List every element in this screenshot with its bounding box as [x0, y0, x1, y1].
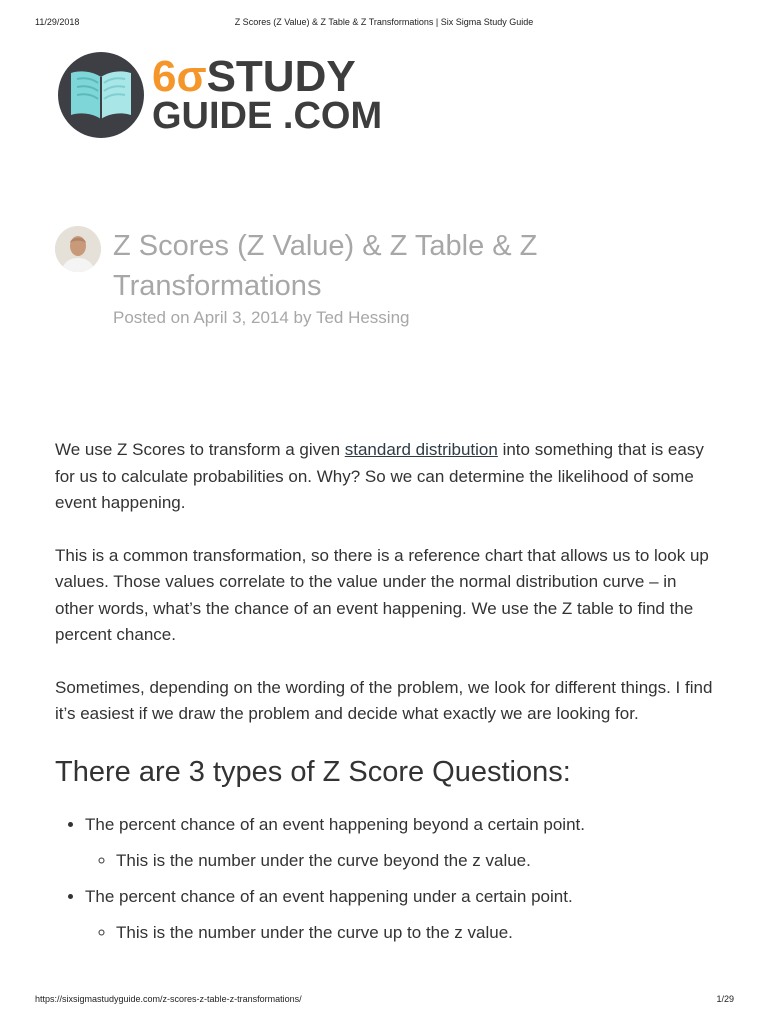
post-meta [113, 308, 410, 328]
question-types-list [55, 812, 715, 946]
print-date: 11/29/2018 [35, 17, 80, 27]
post-title: Z Scores (Z Value) & Z Table & Z Transformations [113, 230, 538, 302]
posted-prefix: Posted on [113, 308, 190, 327]
print-footer [0, 994, 768, 1008]
list-item: • The percent chance of an event happening under a certain point. ◦ This is the number under the curve up to the z value. [85, 884, 715, 946]
logo-wordmark-bottom: GUIDE .COM [152, 95, 383, 137]
book-logo-icon [56, 51, 146, 139]
paragraph-3: Sometimes, depending on the wording of the problem, we look for different things. I find it’s easiest if we draw the problem and decide what exactly we are looking for. [55, 677, 713, 723]
paragraph-2: This is a common transformation, so there is a reference chart that allows us to look up values. Those values correlate to the value under the normal distribution curve – in other words, what’s the chance of an event happening. We use the Z table to find the percent chance. [55, 545, 709, 644]
section-heading: There are 3 types of Z Score Questions: [55, 755, 571, 788]
site-logo[interactable] [56, 50, 406, 140]
paragraph-1: We use Z Scores to transform a given standard distribution into something that is easy for us to calculate probabilities on. Why? So we can determine the likelihood of some event happening. [55, 440, 704, 512]
print-page-title: Z Scores (Z Value) & Z Table & Z Transformations | Six Sigma Study Guide [234, 17, 534, 27]
article-content [55, 437, 715, 956]
standard-distribution-link[interactable]: standard distribution [344, 440, 498, 459]
list-item: • The percent chance of an event happening beyond a certain point. ◦ This is the number under the curve beyond the z value. [85, 812, 715, 874]
author-avatar[interactable] [55, 226, 101, 272]
by-label: by [293, 308, 312, 327]
post-date[interactable]: April 3, 2014 [193, 308, 289, 327]
page-url: https://sixsigmastudyguide.com/z-scores-z-table-z-transformations/ [35, 994, 302, 1004]
author-link[interactable]: Ted Hessing [315, 308, 410, 327]
print-header [0, 17, 768, 31]
logo-wordmark-top [152, 54, 356, 100]
logo-study: STUDY [206, 52, 356, 101]
logo-six-sigma: 6σ [152, 52, 207, 101]
page-number: 1/29 [716, 994, 734, 1004]
author-photo-icon [55, 226, 101, 272]
sub-list-item: ◦ This is the number under the curve up to the z value. [116, 920, 715, 946]
sub-list-item: ◦ This is the number under the curve beyond the z value. [116, 848, 715, 874]
